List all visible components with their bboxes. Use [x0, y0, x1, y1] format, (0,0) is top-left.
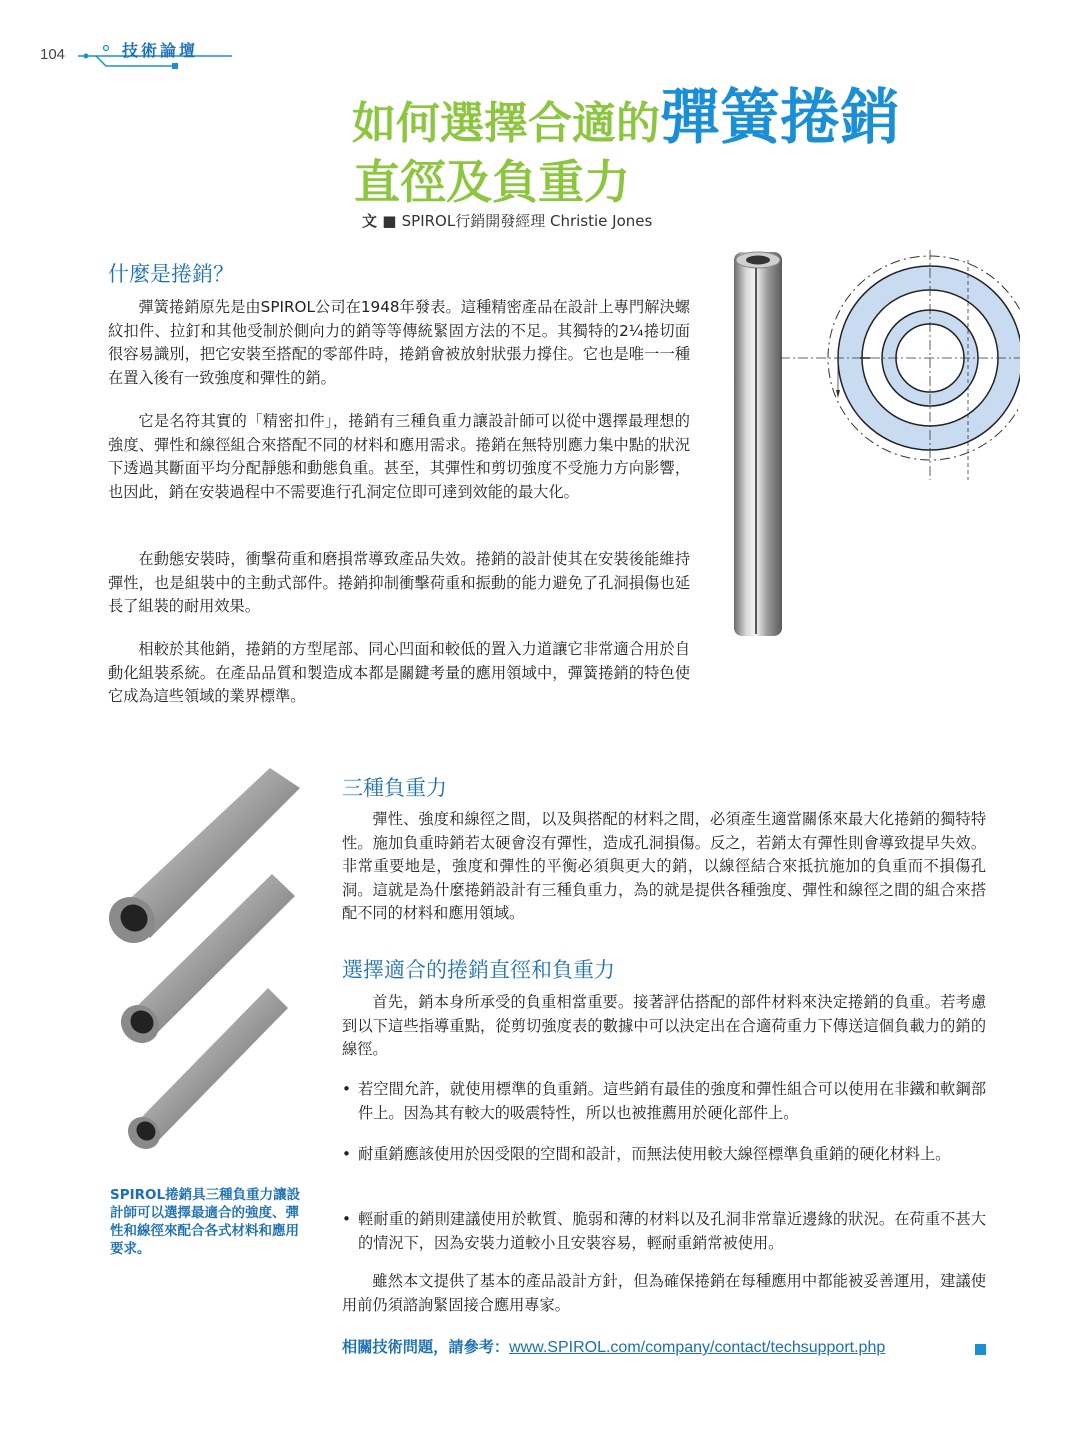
reference-line — [342, 1336, 885, 1357]
title-green-text: 如何選擇合適的 — [352, 98, 660, 149]
coiled-pin-cross-section-figure — [720, 240, 1020, 640]
paragraph: 相較於其他銷，捲銷的方型尾部、同心凹面和較低的置入力道讓它非常適合用於自動化組裝系統。在產品品質和製造成本都是關鍵考量的應用領域中，彈簧捲銷的特色使它成為這些領域的業界標準。 — [108, 640, 690, 705]
paragraph: 它是名符其實的「精密扣件」，捲銷有三種負重力讓設計師可以從中選擇最理想的強度、彈性和線徑組合來搭配不同的材料和應用需求。捲銷在無特別應力集中點的狀況下透過其斷面平均分配靜態和動態負重。甚至，其彈性和剪切強度不受施力方向影響，也因此，銷在安裝過程中不需要進行孔洞定位即可達到效能的最大化。 — [108, 412, 690, 501]
heading-three-loads: 三種負重力 — [342, 776, 447, 800]
three-coiled-pins-photo — [100, 768, 310, 1168]
paragraph: 雖然本文提供了基本的產品設計方針，但為確保捲銷在每種應用中都能被妥善運用，建議使用前仍須諮詢緊固接合應用專家。 — [342, 1272, 986, 1314]
byline-prefix: 文 ■ — [362, 212, 402, 230]
article-title-line2: 直徑及負重力 — [354, 155, 630, 209]
figure-caption: SPIROL捲銷具三種負重力讓設計師可以選擇最適合的強度、彈性和線徑來配合各式材料和應用要求。 — [110, 1187, 301, 1257]
heading-what-is-coiled-pin: 什麼是捲銷？ — [108, 262, 234, 286]
paragraph: 在動態安裝時，衝擊荷重和磨損常導致產品失效。捲銷的設計使其在安裝後能維持彈性，也是組裝中的主動式部件。捲銷抑制衝擊荷重和振動的能力避免了孔洞損傷也延長了組裝的耐用效果。 — [108, 550, 690, 615]
techsupport-link[interactable]: www.SPIROL.com/company/contact/techsupport.php — [509, 1339, 886, 1356]
byline — [362, 210, 652, 231]
paragraph: 首先，銷本身所承受的負重相當重要。接著評估搭配的部件材料來決定捲銷的負重。若考慮到以下這些指導重點，從剪切強度表的數據中可以決定出在合適荷重力下傳送這個負載力的銷的線徑。 — [342, 993, 986, 1058]
end-mark-icon — [975, 1344, 986, 1355]
title-blue-text: 彈簧捲銷 — [660, 83, 900, 153]
bullet-item: • 若空間允許，就使用標準的負重銷。這些銷有最佳的強度和彈性組合可以使用在非鐵和軟鋼部件上。因為其有較大的吸震特性，所以也被推薦用於硬化部件上。 — [342, 1077, 986, 1125]
byline-author: SPIROL行銷開發經理 Christie Jones — [401, 212, 653, 230]
bullet-item: • 耐重銷應該使用於因受限的空間和設計，而無法使用較大線徑標準負重銷的硬化材料上。 — [342, 1142, 986, 1166]
paragraph: 彈性、強度和線徑之間，以及與搭配的材料之間，必須產生適當關係來最大化捲銷的獨特特性。施加負重時銷若太硬會沒有彈性，造成孔洞損傷。反之，若銷太有彈性則會導致提早失效。非常重要地是，強度和彈性的平衡必須與更大的銷，以線徑結合來抵抗施加的負重而不損傷孔洞。這就是為什麼捲銷設計有三種負重力，為的就是提供各種強度、彈性和線徑之間的組合來搭配不同的材料和應用領域。 — [342, 810, 986, 922]
paragraph: 彈簧捲銷原先是由SPIROL公司在1948年發表。這種精密產品在設計上專門解決螺紋扣件、拉釘和其他受制於側向力的銷等等傳統緊固方法的不足。其獨特的2¼捲切面很容易識別，把它安裝至搭配的零部件時，捲銷會被放射狀張力撐住。它也是唯一一種在置入後有一致強度和彈性的銷。 — [108, 298, 690, 387]
article-title-line1 — [352, 70, 900, 156]
bullet-item: • 輕耐重的銷則建議使用於軟質、脆弱和薄的材料以及孔洞非常靠近邊緣的狀況。在荷重不甚大的情況下，因為安裝力道較小且安裝容易，輕耐重銷常被使用。 — [342, 1207, 986, 1255]
page-number: 104 — [40, 46, 66, 63]
reference-label: 相關技術問題，請參考： — [342, 1338, 510, 1356]
section-tag: 技術論壇 — [122, 41, 199, 60]
heading-choose-diameter: 選擇適合的捲銷直徑和負重力 — [342, 958, 615, 982]
